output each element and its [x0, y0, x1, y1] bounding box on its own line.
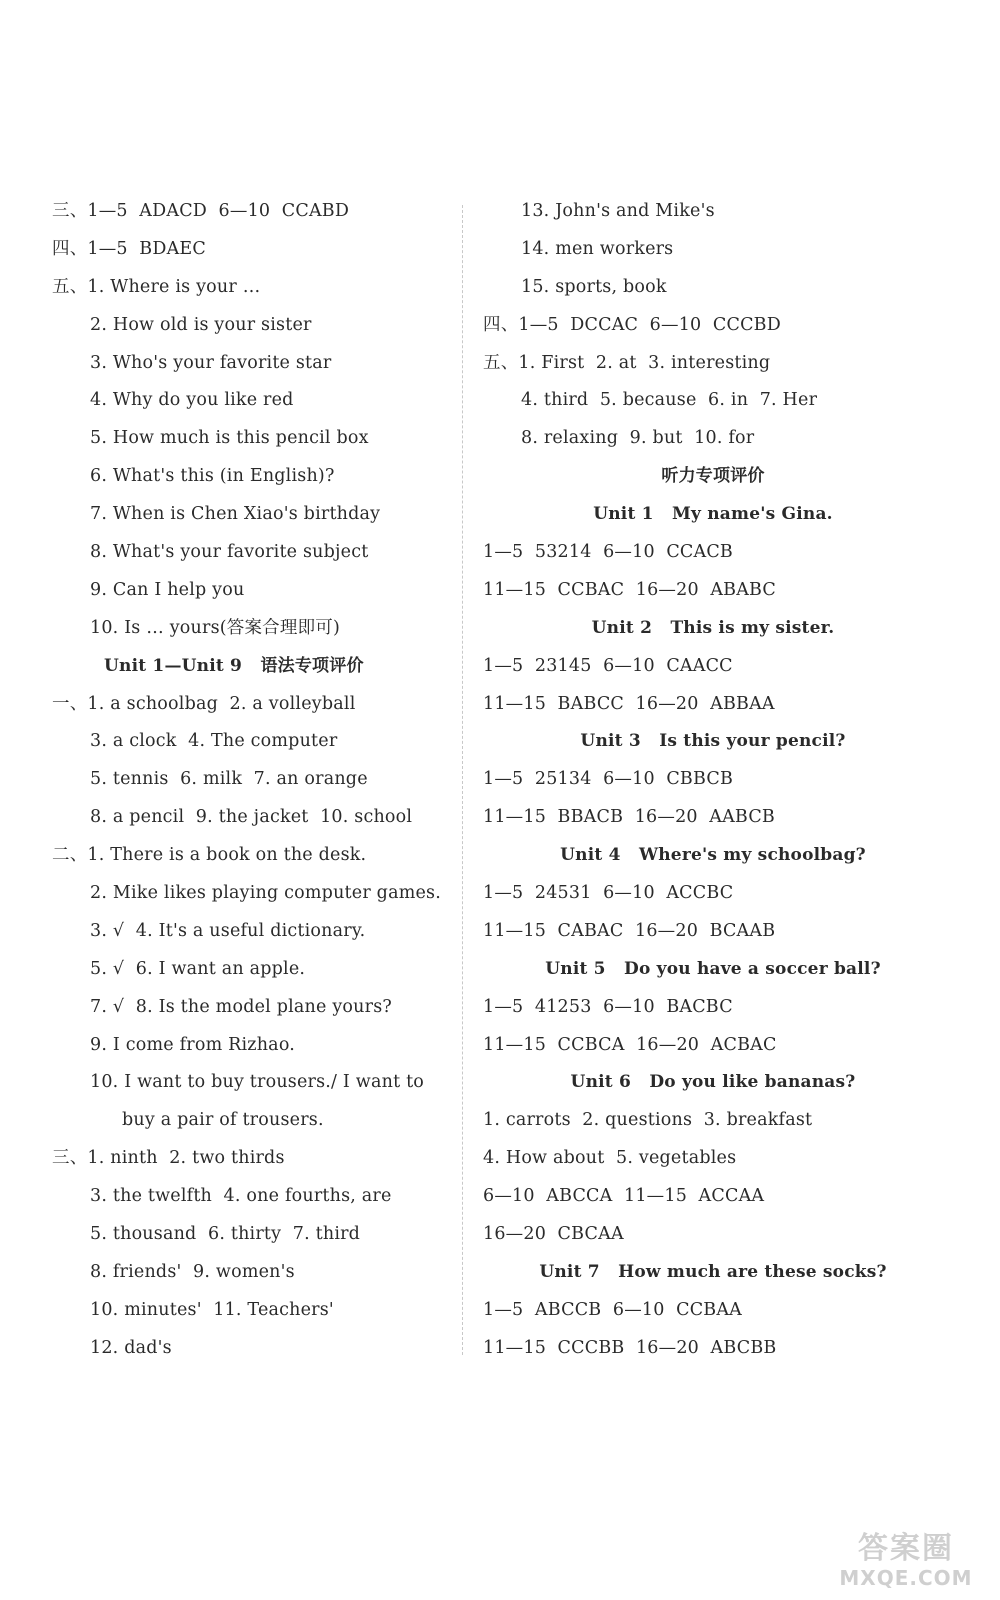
answer-line: 二、1. There is a book on the desk.: [52, 845, 367, 866]
answer-line: 1—5 41253 6—10 BACBC: [483, 996, 733, 1017]
answer-line: 1—5 ABCCB 6—10 CCBAA: [483, 1299, 743, 1320]
answer-line: 9. I come from Rizhao.: [90, 1034, 296, 1055]
answer-line: 三、1. ninth 2. two thirds: [52, 1148, 285, 1169]
answer-line: 8. relaxing 9. but 10. for: [521, 428, 755, 449]
answer-line: 15. sports, book: [521, 276, 667, 297]
answer-line: 16—20 CBCAA: [483, 1224, 624, 1245]
answer-line: 11—15 CCBAC 16—20 ABABC: [483, 579, 777, 600]
watermark-bottom-text: MXQE.COM: [839, 1566, 973, 1590]
answer-line: 7. √ 8. Is the model plane yours?: [90, 996, 392, 1017]
answer-line: 11—15 BABCC 16—20 ABBAA: [483, 693, 775, 714]
left-column: [52, 193, 452, 1368]
answer-line: 5. tennis 6. milk 7. an orange: [90, 769, 368, 790]
section-heading: Unit 6 Do you like bananas?: [570, 1072, 856, 1093]
answer-line: buy a pair of trousers.: [122, 1110, 324, 1131]
section-heading: Unit 7 How much are these socks?: [539, 1261, 887, 1282]
answer-line: 4. How about 5. vegetables: [483, 1148, 737, 1169]
answer-line: 5. thousand 6. thirty 7. third: [90, 1224, 361, 1245]
answer-line: 1—5 24531 6—10 ACCBC: [483, 883, 734, 904]
answer-line: 13. John's and Mike's: [521, 201, 715, 221]
answer-line: 6. What's this (in English)?: [90, 466, 335, 487]
answer-line: 4. Why do you like red: [90, 390, 294, 411]
answer-line: 3. a clock 4. The computer: [90, 731, 338, 752]
answer-line: 7. When is Chen Xiao's birthday: [90, 504, 381, 525]
answer-line: 4. third 5. because 6. in 7. Her: [521, 390, 818, 411]
watermark-logo: [826, 1532, 986, 1594]
answer-line: 1—5 53214 6—10 CCACB: [483, 542, 733, 563]
answer-line: 3. √ 4. It's a useful dictionary.: [90, 920, 366, 941]
answer-line: 1—5 25134 6—10 CBBCB: [483, 769, 734, 790]
answer-line: 10. I want to buy trousers./ I want to: [90, 1072, 425, 1093]
answer-line: 3. the twelfth 4. one fourths, are: [90, 1186, 392, 1207]
answer-line: 10. Is … yours(答案合理即可): [90, 617, 341, 638]
section-heading: Unit 2 This is my sister.: [591, 617, 835, 638]
answer-line: 一、1. a schoolbag 2. a volleyball: [52, 693, 356, 714]
answer-line: 8. friends' 9. women's: [90, 1261, 295, 1282]
answer-line: 12. dad's: [90, 1337, 172, 1358]
section-heading: 听力专项评价: [661, 466, 765, 487]
watermark-top-text: 答案圈: [858, 1531, 954, 1566]
answer-line: 11—15 CABAC 16—20 BCAAB: [483, 920, 776, 941]
answer-line: 四、1—5 DCCAC 6—10 CCCBD: [483, 314, 781, 335]
answer-line: 5. How much is this pencil box: [90, 428, 369, 449]
answer-line: 2. How old is your sister: [90, 314, 312, 335]
answer-line: 1—5 23145 6—10 CAACC: [483, 655, 733, 676]
answer-line: 三、1—5 ADACD 6—10 CCABD: [52, 201, 350, 221]
section-heading: Unit 3 Is this your pencil?: [580, 731, 846, 752]
answer-line: 5. √ 6. I want an apple.: [90, 958, 306, 979]
answer-line: 2. Mike likes playing computer games.: [90, 883, 441, 904]
answer-line: 四、1—5 BDAEC: [52, 238, 206, 259]
answer-line: 9. Can I help you: [90, 579, 245, 600]
answer-line: 11—15 BBACB 16—20 AABCB: [483, 807, 775, 828]
answer-line: 3. Who's your favorite star: [90, 352, 332, 373]
answer-line: 8. a pencil 9. the jacket 10. school: [90, 807, 413, 828]
answer-line: 10. minutes' 11. Teachers': [90, 1299, 334, 1320]
answer-line: 1. carrots 2. questions 3. breakfast: [483, 1110, 813, 1131]
right-column: [483, 193, 943, 1368]
section-heading: Unit 5 Do you have a soccer ball?: [545, 958, 881, 979]
answer-line: 11—15 CCBCA 16—20 ACBAC: [483, 1034, 777, 1055]
answer-line: 8. What's your favorite subject: [90, 542, 369, 563]
answer-line: 6—10 ABCCA 11—15 ACCAA: [483, 1186, 765, 1207]
answer-line: 14. men workers: [521, 238, 674, 259]
answer-line: 五、1. First 2. at 3. interesting: [483, 352, 771, 373]
section-heading: Unit 1—Unit 9 语法专项评价: [104, 655, 364, 676]
section-heading: Unit 1 My name's Gina.: [593, 504, 833, 525]
section-heading: Unit 4 Where's my schoolbag?: [560, 845, 866, 866]
column-divider: [462, 205, 463, 1355]
answer-line: 11—15 CCCBB 16—20 ABCBB: [483, 1337, 777, 1358]
answer-line: 五、1. Where is your …: [52, 276, 261, 297]
